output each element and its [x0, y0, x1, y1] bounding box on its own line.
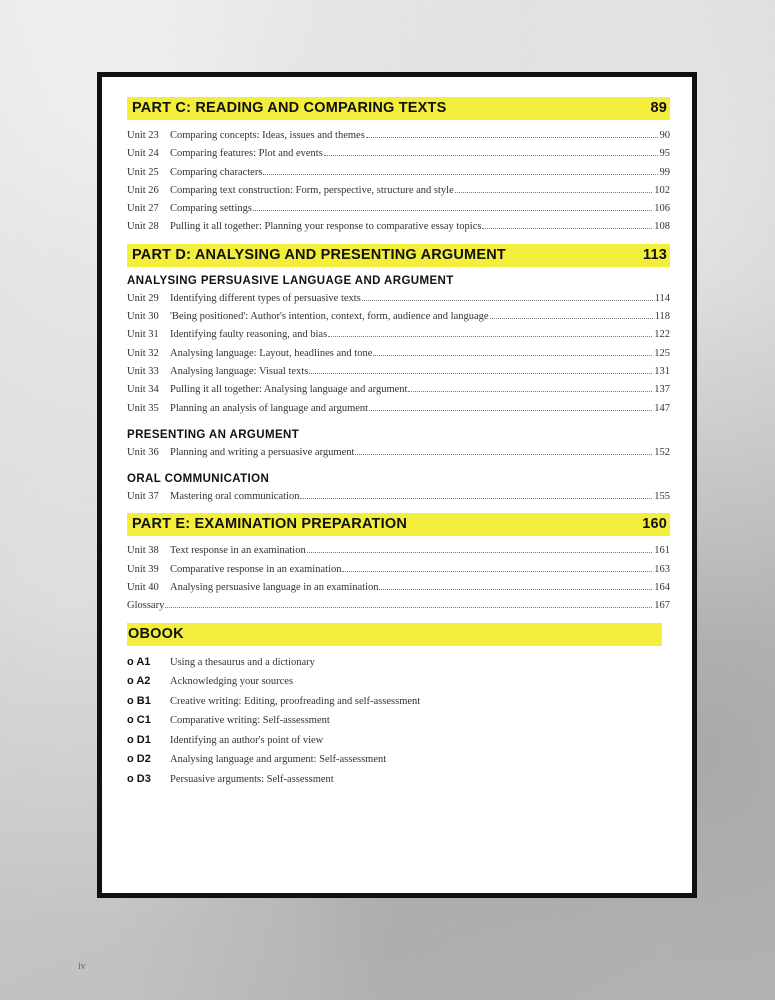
toc-row[interactable]: [127, 381, 670, 399]
unit-number: Unit 23: [127, 130, 159, 141]
toc-panel: [97, 72, 697, 898]
dot-leader: [300, 498, 652, 499]
section-title: ORAL COMMUNICATION: [127, 473, 270, 486]
obook-header[interactable]: [127, 623, 662, 646]
obook-item[interactable]: [127, 692, 670, 712]
unit-number: Unit 33: [127, 365, 159, 377]
obook-item[interactable]: [127, 750, 670, 770]
obook-item-title: Analysing language and argument: Self-assessment: [170, 754, 387, 766]
dot-leader: [253, 210, 652, 211]
unit-title: Analysing persuasive language in an examination: [170, 582, 379, 594]
dot-leader: [328, 336, 652, 337]
section-title: PRESENTING AN ARGUMENT: [127, 428, 300, 441]
toc-row[interactable]: [127, 127, 670, 145]
unit-number: Unit 24: [127, 148, 159, 160]
toc-row[interactable]: [127, 308, 670, 326]
obook-item-title: Identifying an author's point of view: [170, 734, 324, 746]
unit-title: Comparing features: Plot and events: [170, 148, 323, 160]
toc-row[interactable]: [127, 597, 670, 615]
part-e-unit-list: [127, 542, 670, 615]
dot-leader: [379, 589, 652, 590]
dot-leader: [355, 454, 652, 455]
obook-code: o D1: [127, 733, 151, 746]
unit-number: Unit 37: [127, 491, 159, 503]
unit-title: Analysing language: Layout, headlines and tone: [170, 347, 373, 359]
unit-number: Unit 32: [127, 347, 159, 359]
obook-item[interactable]: [127, 653, 670, 673]
unit-title: Analysing language: Visual texts: [170, 365, 309, 377]
unit-title: Planning and writing a persuasive argument: [170, 446, 355, 458]
unit-title: Comparing settings: [170, 203, 252, 215]
toc-row[interactable]: [127, 363, 670, 381]
toc-row[interactable]: [127, 488, 670, 506]
obook-item-title: Using a thesaurus and a dictionary: [170, 656, 315, 668]
obook-item-list: [127, 653, 670, 790]
toc-row[interactable]: [127, 400, 670, 418]
obook-item[interactable]: [127, 731, 670, 751]
obook-code: o A2: [127, 675, 151, 688]
part-c-header[interactable]: [127, 97, 670, 120]
part-d-header[interactable]: [127, 244, 670, 267]
dot-leader: [455, 192, 653, 193]
unit-page: 122: [654, 329, 670, 341]
dot-leader: [408, 391, 652, 392]
unit-number: Unit 26: [127, 184, 159, 196]
obook-code: o D3: [127, 772, 151, 785]
unit-title: Comparing concepts: Ideas, issues and themes: [170, 130, 365, 141]
dot-leader: [165, 607, 652, 608]
toc-row[interactable]: [127, 145, 670, 163]
unit-page: 106: [654, 203, 670, 215]
part-e-header[interactable]: [127, 513, 670, 536]
unit-title: Identifying different types of persuasive texts: [170, 292, 361, 304]
unit-number: Glossary: [127, 600, 165, 612]
dot-leader: [263, 174, 657, 175]
obook-item-title: Persuasive arguments: Self-assessment: [170, 773, 334, 785]
obook-item-title: Acknowledging your sources: [170, 676, 294, 688]
unit-number: Unit 39: [127, 563, 159, 575]
unit-page: 155: [654, 491, 670, 503]
dot-leader: [490, 318, 653, 319]
toc-row[interactable]: [127, 218, 670, 236]
unit-title: Pulling it all together: Analysing language and argument: [170, 384, 408, 396]
unit-page: 90: [659, 130, 670, 141]
unit-page: 125: [654, 347, 670, 359]
unit-page: 99: [659, 166, 670, 178]
unit-page: 108: [654, 221, 670, 233]
dot-leader: [482, 228, 652, 229]
toc-row[interactable]: [127, 200, 670, 218]
unit-number: Unit 35: [127, 402, 159, 414]
unit-number: Unit 40: [127, 582, 159, 594]
unit-number: Unit 25: [127, 166, 159, 178]
obook-title: OBOOK: [128, 625, 184, 642]
obook-item[interactable]: [127, 770, 670, 790]
unit-title: Identifying faulty reasoning, and bias: [170, 329, 328, 341]
unit-number: Unit 29: [127, 292, 159, 304]
section-title: ANALYSING PERSUASIVE LANGUAGE AND ARGUMENT: [127, 274, 454, 287]
unit-page: 114: [654, 292, 670, 304]
unit-page: 137: [654, 384, 670, 396]
unit-page: 131: [654, 365, 670, 377]
part-d-title: PART D: ANALYSING AND PRESENTING ARGUMENT: [132, 246, 506, 263]
unit-title: Mastering oral communication: [170, 491, 300, 503]
unit-page: 163: [654, 563, 670, 575]
unit-page: 167: [654, 600, 670, 612]
toc-row[interactable]: [127, 326, 670, 344]
dot-leader: [307, 552, 653, 553]
unit-title: 'Being positioned': Author's intention, context, form, audience and language: [170, 311, 489, 323]
part-c-title: PART C: READING AND COMPARING TEXTS: [132, 100, 447, 116]
unit-number: Unit 36: [127, 446, 159, 458]
obook-item-title: Creative writing: Editing, proofreading and self-assessment: [170, 695, 421, 707]
unit-number: Unit 27: [127, 203, 159, 215]
unit-page: 161: [654, 545, 670, 557]
unit-page: 102: [654, 184, 670, 196]
unit-page: 147: [654, 402, 670, 414]
unit-title: Planning an analysis of language and argument: [170, 402, 369, 414]
dot-leader: [373, 355, 652, 356]
unit-number: Unit 31: [127, 329, 159, 341]
unit-page: 152: [654, 446, 670, 458]
unit-number: Unit 34: [127, 384, 159, 396]
dot-leader: [324, 155, 658, 156]
toc-row[interactable]: [127, 164, 670, 182]
unit-page: 164: [654, 582, 670, 594]
unit-title: Comparative response in an examination: [170, 563, 342, 575]
toc-row[interactable]: [127, 542, 670, 560]
unit-page: 95: [659, 148, 670, 160]
unit-number: Unit 38: [127, 545, 159, 557]
dot-leader: [366, 137, 658, 138]
part-d-sections: [127, 272, 670, 507]
toc-row[interactable]: [127, 579, 670, 597]
unit-title: Pulling it all together: Planning your response to comparative essay topics: [170, 221, 482, 233]
obook-code: o B1: [127, 694, 151, 707]
toc-row[interactable]: [127, 290, 670, 308]
unit-title: Text response in an examination: [170, 545, 306, 557]
unit-title: Comparing text construction: Form, perspective, structure and style: [170, 184, 454, 196]
obook-item[interactable]: [127, 672, 670, 692]
toc-row[interactable]: [127, 182, 670, 200]
toc-row[interactable]: [127, 444, 670, 462]
obook-item[interactable]: [127, 711, 670, 731]
part-e-title: PART E: EXAMINATION PREPARATION: [132, 516, 407, 533]
obook-code: o A1: [127, 655, 151, 668]
toc-row[interactable]: [127, 561, 670, 579]
part-e-page: 160: [642, 516, 667, 533]
obook-code: o D2: [127, 753, 151, 766]
obook-code: o C1: [127, 714, 151, 727]
toc-content: [127, 97, 670, 789]
toc-row[interactable]: [127, 345, 670, 363]
unit-title: Comparing characters: [170, 166, 263, 178]
dot-leader: [362, 300, 653, 301]
obook-item-title: Comparative writing: Self-assessment: [170, 715, 330, 727]
dot-leader: [342, 571, 652, 572]
dot-leader: [369, 410, 652, 411]
page-number: iv: [78, 961, 86, 972]
unit-number: Unit 30: [127, 311, 159, 323]
unit-page: 118: [654, 311, 670, 323]
part-c-unit-list: [127, 127, 670, 237]
dot-leader: [309, 373, 652, 374]
part-d-page: 113: [643, 246, 667, 263]
unit-number: Unit 28: [127, 221, 159, 233]
part-c-page: 89: [650, 100, 667, 116]
